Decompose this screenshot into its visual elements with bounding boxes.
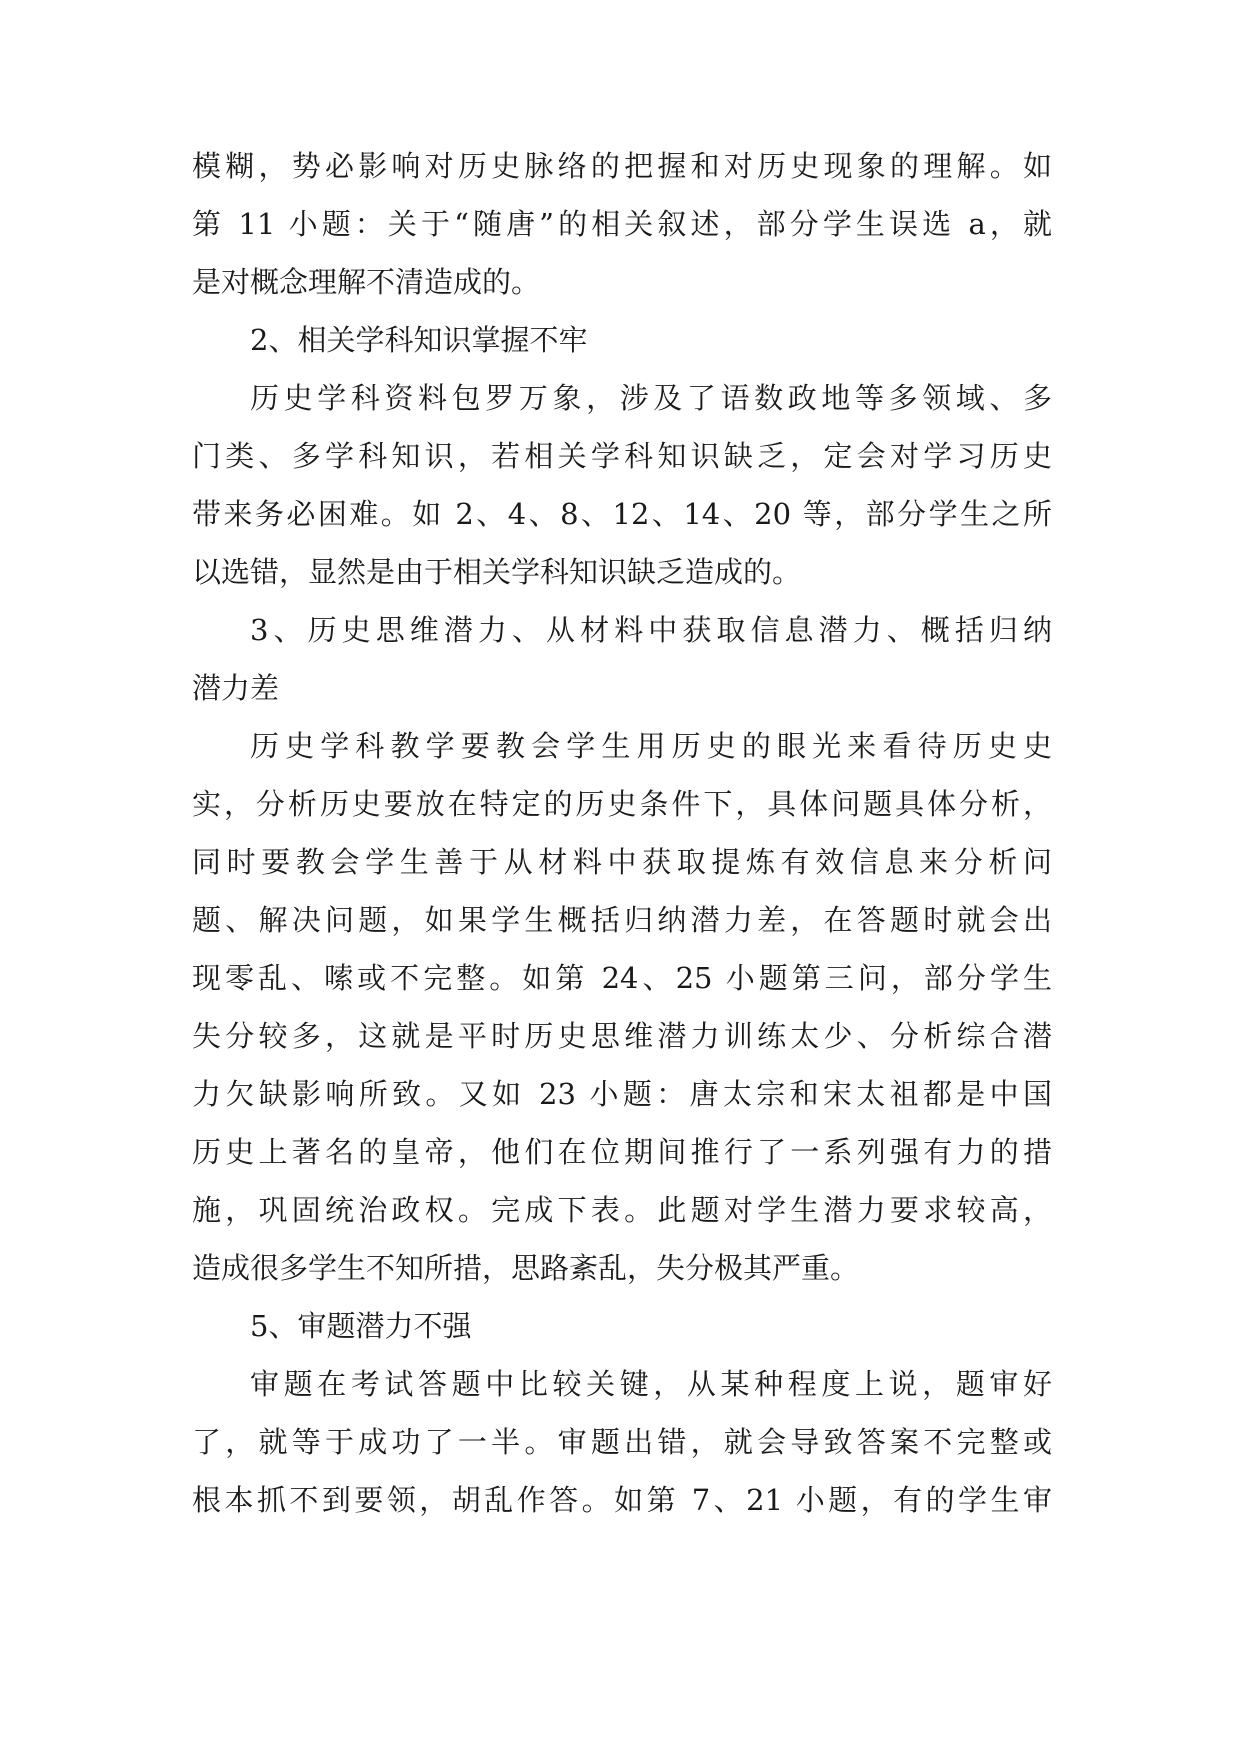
text-line: 力欠缺影响所致。又如 23 小题：唐太宗和宋太祖都是中国 (192, 1077, 1052, 1111)
text-line: 模糊，势必影响对历史脉络的把握和对历史现象的理解。如 (192, 149, 1052, 183)
text-line: 以选错，显然是由于相关学科知识缺乏造成的。 (192, 555, 802, 589)
text-line: 历史学科资料包罗万象，涉及了语数政地等多领域、多 (250, 381, 1052, 415)
text-line: 了，就等于成功了一半。审题出错，就会导致答案不完整或 (192, 1425, 1052, 1459)
text-line: 历史上著名的皇帝，他们在位期间推行了一系列强有力的措 (192, 1135, 1052, 1169)
text-line: 是对概念理解不清造成的。 (192, 265, 541, 299)
section-heading: 潜力差 (192, 671, 280, 705)
section-heading: 3、历史思维潜力、从材料中获取信息潜力、概括归纳 (250, 613, 1052, 647)
text-line: 题、解决问题，如果学生概括归纳潜力差，在答题时就会出 (192, 903, 1052, 937)
section-heading: 5、审题潜力不强 (250, 1309, 472, 1343)
text-line: 审题在考试答题中比较关键，从某种程度上说，题审好 (250, 1367, 1052, 1401)
text-line: 门类、多学科知识，若相关学科知识缺乏，定会对学习历史 (192, 439, 1052, 473)
text-line: 带来务必困难。如 2、4、8、12、14、20 等，部分学生之所 (192, 497, 1052, 531)
text-line: 造成很多学生不知所措，思路紊乱，失分极其严重。 (192, 1251, 860, 1285)
text-line: 根本抓不到要领，胡乱作答。如第 7、21 小题，有的学生审 (192, 1483, 1052, 1517)
text-line: 实，分析历史要放在特定的历史条件下，具体问题具体分析， (192, 787, 1052, 821)
section-heading: 2、相关学科知识掌握不牢 (250, 323, 588, 357)
text-line: 历史学科教学要教会学生用历史的眼光来看待历史史 (250, 729, 1052, 763)
text-line: 施，巩固统治政权。完成下表。此题对学生潜力要求较高， (192, 1193, 1052, 1227)
text-line: 现零乱、嗦或不完整。如第 24、25 小题第三问，部分学生 (192, 961, 1052, 995)
text-line: 第 11 小题：关于“随唐”的相关叙述，部分学生误选 a，就 (192, 207, 1052, 241)
text-line: 失分较多，这就是平时历史思维潜力训练太少、分析综合潜 (192, 1019, 1052, 1053)
text-line: 同时要教会学生善于从材料中获取提炼有效信息来分析问 (192, 845, 1052, 879)
